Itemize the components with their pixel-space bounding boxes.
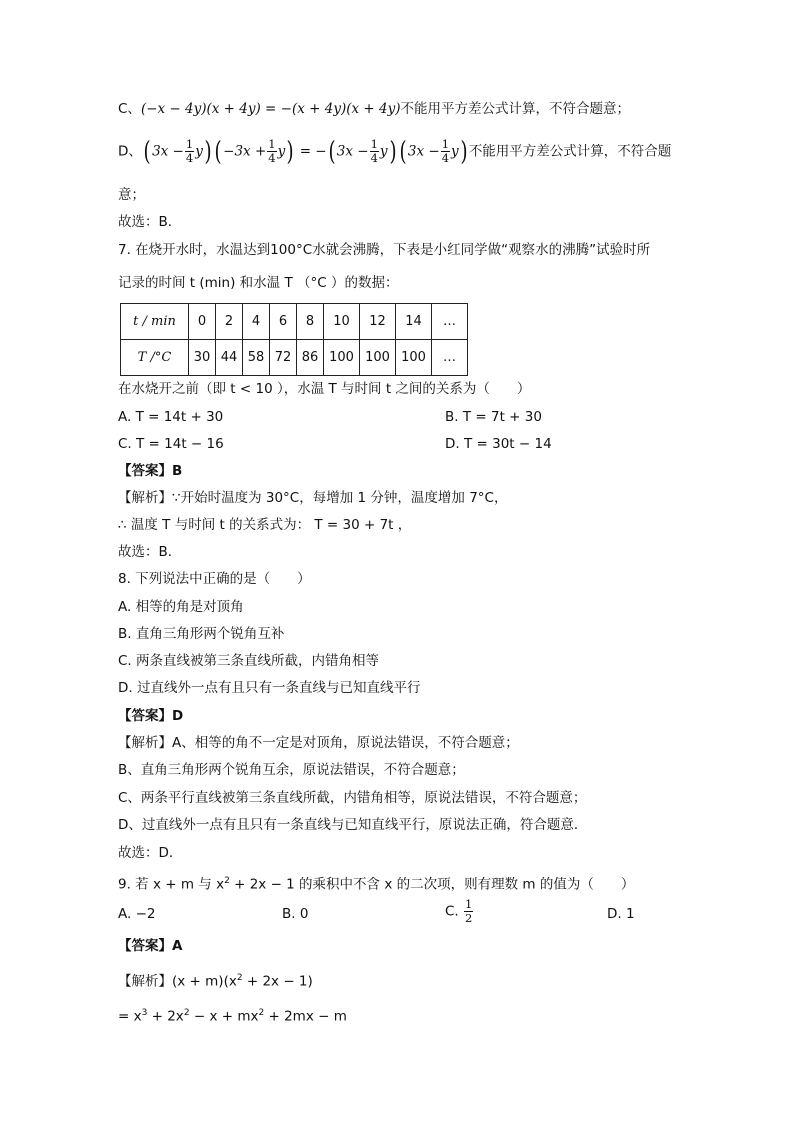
q9-option-c: C. $\frac{1}{2}$ [445, 897, 473, 925]
table-cell: … [432, 304, 468, 340]
q8-option-b: B. 直角三角形两个锐角互补 [118, 626, 285, 642]
q6-option-d-line: D、( 3x − $\frac{1}{4}$ y) ( −3x + $\frac{1}{4}$ y) = −( 3x − $\frac{1}{4}$ y) ( 3x − $\frac{1}{4}$ y) 不能用平方差公式计算，不符合题 [118, 136, 672, 167]
q7-stem-line2: 记录的时间 t (min) 和水温 T （°C ）的数据： [118, 275, 399, 291]
table-cell: 0 [189, 304, 216, 340]
q9-analysis-line1: 【解析】$(x + m)(x^2 + 2x - 1)$ [118, 973, 313, 990]
q7-analysis-line1: 【解析】∵开始时温度为 30°C，每增加 1 分钟，温度增加 7°C， [118, 490, 508, 506]
q6-c-text: 不能用平方差公式计算，不符合题意； [400, 101, 630, 117]
table-cell: 14 [396, 304, 432, 340]
q8-answer: 【答案】D [118, 708, 184, 724]
q6-d-term2: −3x + [223, 143, 267, 160]
table-header-temperature: T /°C [121, 340, 189, 376]
table-cell: 44 [216, 340, 243, 376]
q6-c-prefix: C、 [118, 101, 141, 117]
q8-analysis-line2: B、直角三角形两个锐角互余，原说法错误，不符合题意； [118, 762, 465, 778]
q7-stem-line1: 7. 在烧开水时，水温达到100°C水就会沸腾，下表是小红同学做“观察水的沸腾”试验时所 [118, 242, 651, 258]
q6-d-term3: 3x − [336, 143, 369, 160]
q9-option-a: A. −2 [118, 906, 156, 922]
table-cell: 72 [270, 340, 297, 376]
table-cell: 100 [396, 340, 432, 376]
table-cell: … [432, 340, 468, 376]
q7-option-c: C. T = 14t − 16 [118, 436, 224, 452]
q6-d-term1: 3x − [152, 143, 184, 160]
q7-analysis-line2: ∴ 温度 T 与时间 t 的关系式为： T = 30 + 7t ， [118, 517, 412, 533]
fraction-one-quarter: $\frac{1}{4}$ [268, 137, 276, 165]
q6-d-text-continued: 意； [118, 187, 145, 203]
table-row [121, 304, 468, 340]
q6-d-prefix: D、 [118, 143, 142, 160]
q8-analysis-line3: C、两条平行直线被第三条直线所截，内错角相等，原说法错误，不符合题意； [118, 790, 587, 806]
table-cell: 8 [297, 304, 324, 340]
q9-stem: 9. 若 x + m 与 $x^2 + 2x - 1$ 的乘积中不含 x 的二次项，则有理数 m 的值为（ ） [118, 876, 635, 893]
q8-analysis-line4: D、过直线外一点有且只有一条直线与已知直线平行，原说法正确，符合题意． [118, 817, 588, 833]
q6-d-equals: = − [299, 143, 327, 160]
q7-option-d: D. T = 30t − 14 [445, 436, 552, 452]
q8-choose: 故选：D． [118, 845, 183, 861]
table-cell: 58 [243, 340, 270, 376]
table-cell: 12 [360, 304, 396, 340]
table-cell: 30 [189, 340, 216, 376]
q8-option-a: A. 相等的角是对顶角 [118, 599, 244, 615]
table-cell: 100 [360, 340, 396, 376]
q7-choose: 故选：B． [118, 544, 182, 560]
table-row [121, 340, 468, 376]
table-header-time: t / min [121, 304, 189, 340]
table-cell: 6 [270, 304, 297, 340]
q9-option-b: B. 0 [282, 906, 309, 922]
q8-option-d: D. 过直线外一点有且只有一条直线与已知直线平行 [118, 680, 421, 696]
q9-answer: 【答案】A [118, 938, 183, 954]
q6-option-c-line [118, 99, 630, 119]
q9-option-d: D. 1 [607, 906, 635, 922]
table-cell: 10 [324, 304, 360, 340]
table-cell: 2 [216, 304, 243, 340]
table-cell: 4 [243, 304, 270, 340]
q6-choose: 故选：B． [118, 214, 182, 230]
q7-option-a: A. T = 14t + 30 [118, 409, 224, 425]
fraction-one-quarter: $\frac{1}{4}$ [370, 137, 378, 165]
fraction-one-quarter: $\frac{1}{4}$ [185, 137, 194, 165]
q8-stem: 8. 下列说法中正确的是（ ） [118, 571, 311, 587]
q7-question: 在水烧开之前（即 t < 10 ），水温 T 与时间 t 之间的关系为（ ） [118, 381, 531, 397]
q7-data-table [120, 303, 468, 376]
q6-d-term4: 3x − [407, 143, 440, 160]
table-cell: 100 [324, 340, 360, 376]
q6-c-expression: (−x − 4y)(x + 4y) = −(x + 4y)(x + 4y) [140, 101, 401, 117]
q9-analysis-line2: = $x^3 + 2x^2 - x + mx^2 + 2mx - m$ [118, 1008, 347, 1025]
q7-option-b: B. T = 7t + 30 [445, 409, 542, 425]
q7-answer: 【答案】B [118, 463, 183, 479]
table-cell: 86 [297, 340, 324, 376]
q8-analysis-line1: 【解析】A、相等的角不一定是对顶角，原说法错误，不符合题意； [118, 735, 519, 751]
fraction-one-quarter: $\frac{1}{4}$ [441, 137, 450, 165]
q6-d-text: 不能用平方差公式计算，不符合题 [468, 143, 672, 160]
fraction-one-half: $\frac{1}{2}$ [465, 897, 473, 925]
q8-option-c: C. 两条直线被第三条直线所截，内错角相等 [118, 653, 380, 669]
